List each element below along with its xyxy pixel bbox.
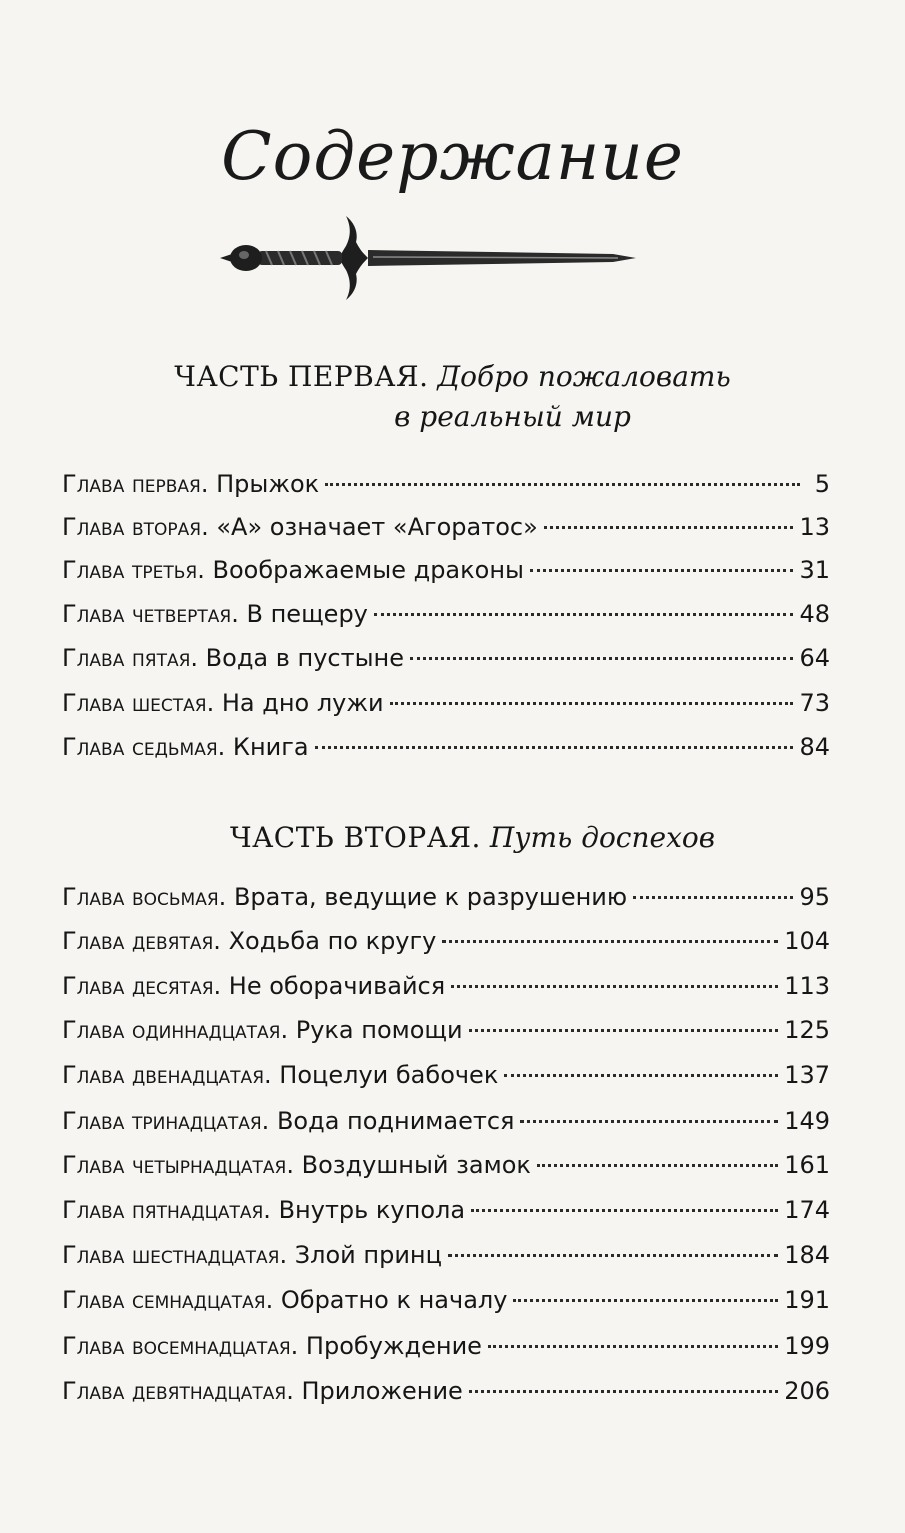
toc-entry[interactable] — [62, 1190, 830, 1230]
page-number: 73 — [799, 689, 830, 717]
dot-leader — [448, 1254, 778, 1257]
dot-leader — [544, 526, 794, 529]
page-title: Содержание — [221, 118, 684, 195]
page-number: 206 — [784, 1377, 830, 1405]
chapter-number: Глава пятая. — [62, 644, 199, 672]
chapter-number: Глава восьмая. — [62, 883, 227, 911]
chapter-title: Злой принц — [294, 1241, 442, 1269]
dot-leader — [315, 746, 794, 749]
chapter-number: Глава тринадцатая. — [62, 1107, 270, 1135]
chapter-title: Внутрь купола — [278, 1196, 466, 1224]
toc-entry[interactable] — [62, 1010, 830, 1050]
dot-leader — [488, 1345, 778, 1348]
page-number: 104 — [784, 927, 830, 955]
chapter-number: Глава десятая. — [62, 972, 222, 1000]
toc-entry[interactable] — [62, 1371, 830, 1411]
page-number: 149 — [784, 1107, 830, 1135]
toc-entry[interactable] — [62, 1326, 830, 1366]
page-number: 161 — [784, 1151, 830, 1179]
chapter-number: Глава третья. — [62, 556, 205, 584]
dot-leader — [451, 985, 778, 988]
chapter-number: Глава шестнадцатая. — [62, 1241, 288, 1269]
dot-leader — [410, 657, 793, 660]
page-number: 174 — [784, 1196, 830, 1224]
page-number: 5 — [814, 470, 830, 498]
part-two-heading — [0, 818, 905, 858]
page-number: 191 — [784, 1286, 830, 1314]
page-number: 84 — [799, 733, 830, 761]
toc-entry[interactable] — [62, 550, 830, 590]
dot-leader — [471, 1209, 778, 1212]
chapter-title: Книга — [232, 733, 309, 761]
part-one-heading — [0, 357, 905, 437]
dot-leader — [537, 1164, 778, 1167]
dot-leader — [442, 940, 778, 943]
chapter-title: Ходьба по кругу — [228, 927, 437, 955]
chapter-title: Воздушный замок — [301, 1151, 531, 1179]
toc-entry[interactable] — [62, 1055, 830, 1095]
chapter-title: В пещеру — [246, 600, 368, 628]
toc-entry[interactable] — [62, 921, 830, 961]
chapter-title: «А» означает «Агоратос» — [216, 513, 538, 541]
toc-entry[interactable] — [62, 727, 830, 767]
dot-leader — [513, 1299, 778, 1302]
chapter-title: Пробуждение — [305, 1332, 482, 1360]
part-one-subtitle-line2: в реальный мир — [394, 400, 631, 433]
dot-leader — [504, 1074, 778, 1077]
chapter-title: Не оборачивайся — [228, 972, 446, 1000]
toc-entry[interactable] — [62, 1235, 830, 1275]
sword-icon — [218, 212, 638, 302]
chapter-title: Врата, ведущие к разрушению — [233, 883, 628, 911]
toc-entry[interactable] — [62, 1280, 830, 1320]
chapter-number: Глава седьмая. — [62, 733, 226, 761]
dot-leader — [633, 896, 793, 899]
chapter-number: Глава пятнадцатая. — [62, 1196, 271, 1224]
dot-leader — [469, 1029, 779, 1032]
chapter-title: Вода поднимается — [276, 1107, 515, 1135]
page-number: 95 — [799, 883, 830, 911]
chapter-title: Прыжок — [216, 470, 320, 498]
toc-entry[interactable] — [62, 1145, 830, 1185]
toc-entry[interactable] — [62, 683, 830, 723]
chapter-number: Глава четвертая. — [62, 600, 239, 628]
dot-leader — [374, 613, 794, 616]
page-number: 31 — [799, 556, 830, 584]
chapter-title: Приложение — [301, 1377, 463, 1405]
page-number: 184 — [784, 1241, 830, 1269]
toc-entry[interactable] — [62, 638, 830, 678]
page-number: 64 — [799, 644, 830, 672]
part-one-label: ЧАСТЬ ПЕРВАЯ. — [174, 360, 429, 393]
page-number: 113 — [784, 972, 830, 1000]
part-two-label: ЧАСТЬ ВТОРАЯ. — [229, 821, 481, 854]
chapter-title: Рука помощи — [295, 1016, 463, 1044]
chapter-title: Воображаемые драконы — [212, 556, 524, 584]
chapter-number: Глава вторая. — [62, 513, 209, 541]
toc-entry[interactable] — [62, 594, 830, 634]
page-number: 13 — [799, 513, 830, 541]
page-number: 199 — [784, 1332, 830, 1360]
dot-leader — [390, 702, 794, 705]
chapter-number: Глава двенадцатая. — [62, 1061, 272, 1089]
chapter-number: Глава первая. — [62, 470, 209, 498]
chapter-number: Глава девятая. — [62, 927, 221, 955]
toc-entry[interactable] — [62, 464, 830, 504]
page-number: 137 — [784, 1061, 830, 1089]
toc-entry[interactable] — [62, 877, 830, 917]
chapter-number: Глава одиннадцатая. — [62, 1016, 289, 1044]
chapter-title: На дно лужи — [221, 689, 384, 717]
dot-leader — [325, 483, 800, 486]
dot-leader — [520, 1120, 778, 1123]
page-number: 48 — [799, 600, 830, 628]
chapter-number: Глава восемнадцатая. — [62, 1332, 299, 1360]
dot-leader — [469, 1390, 778, 1393]
page-number: 125 — [784, 1016, 830, 1044]
part-one-subtitle-line1: Добро пожаловать — [437, 360, 731, 393]
chapter-title: Вода в пустыне — [205, 644, 404, 672]
chapter-number: Глава шестая. — [62, 689, 215, 717]
part-two-subtitle: Путь доспехов — [489, 821, 716, 854]
toc-entry[interactable] — [62, 1101, 830, 1141]
chapter-title: Обратно к началу — [280, 1286, 508, 1314]
chapter-number: Глава девятнадцатая. — [62, 1377, 294, 1405]
chapter-title: Поцелуи бабочек — [279, 1061, 499, 1089]
chapter-number: Глава семнадцатая. — [62, 1286, 274, 1314]
chapter-number: Глава четырнадцатая. — [62, 1151, 294, 1179]
dot-leader — [530, 569, 793, 572]
toc-entry[interactable] — [62, 966, 830, 1006]
toc-entry[interactable] — [62, 507, 830, 547]
